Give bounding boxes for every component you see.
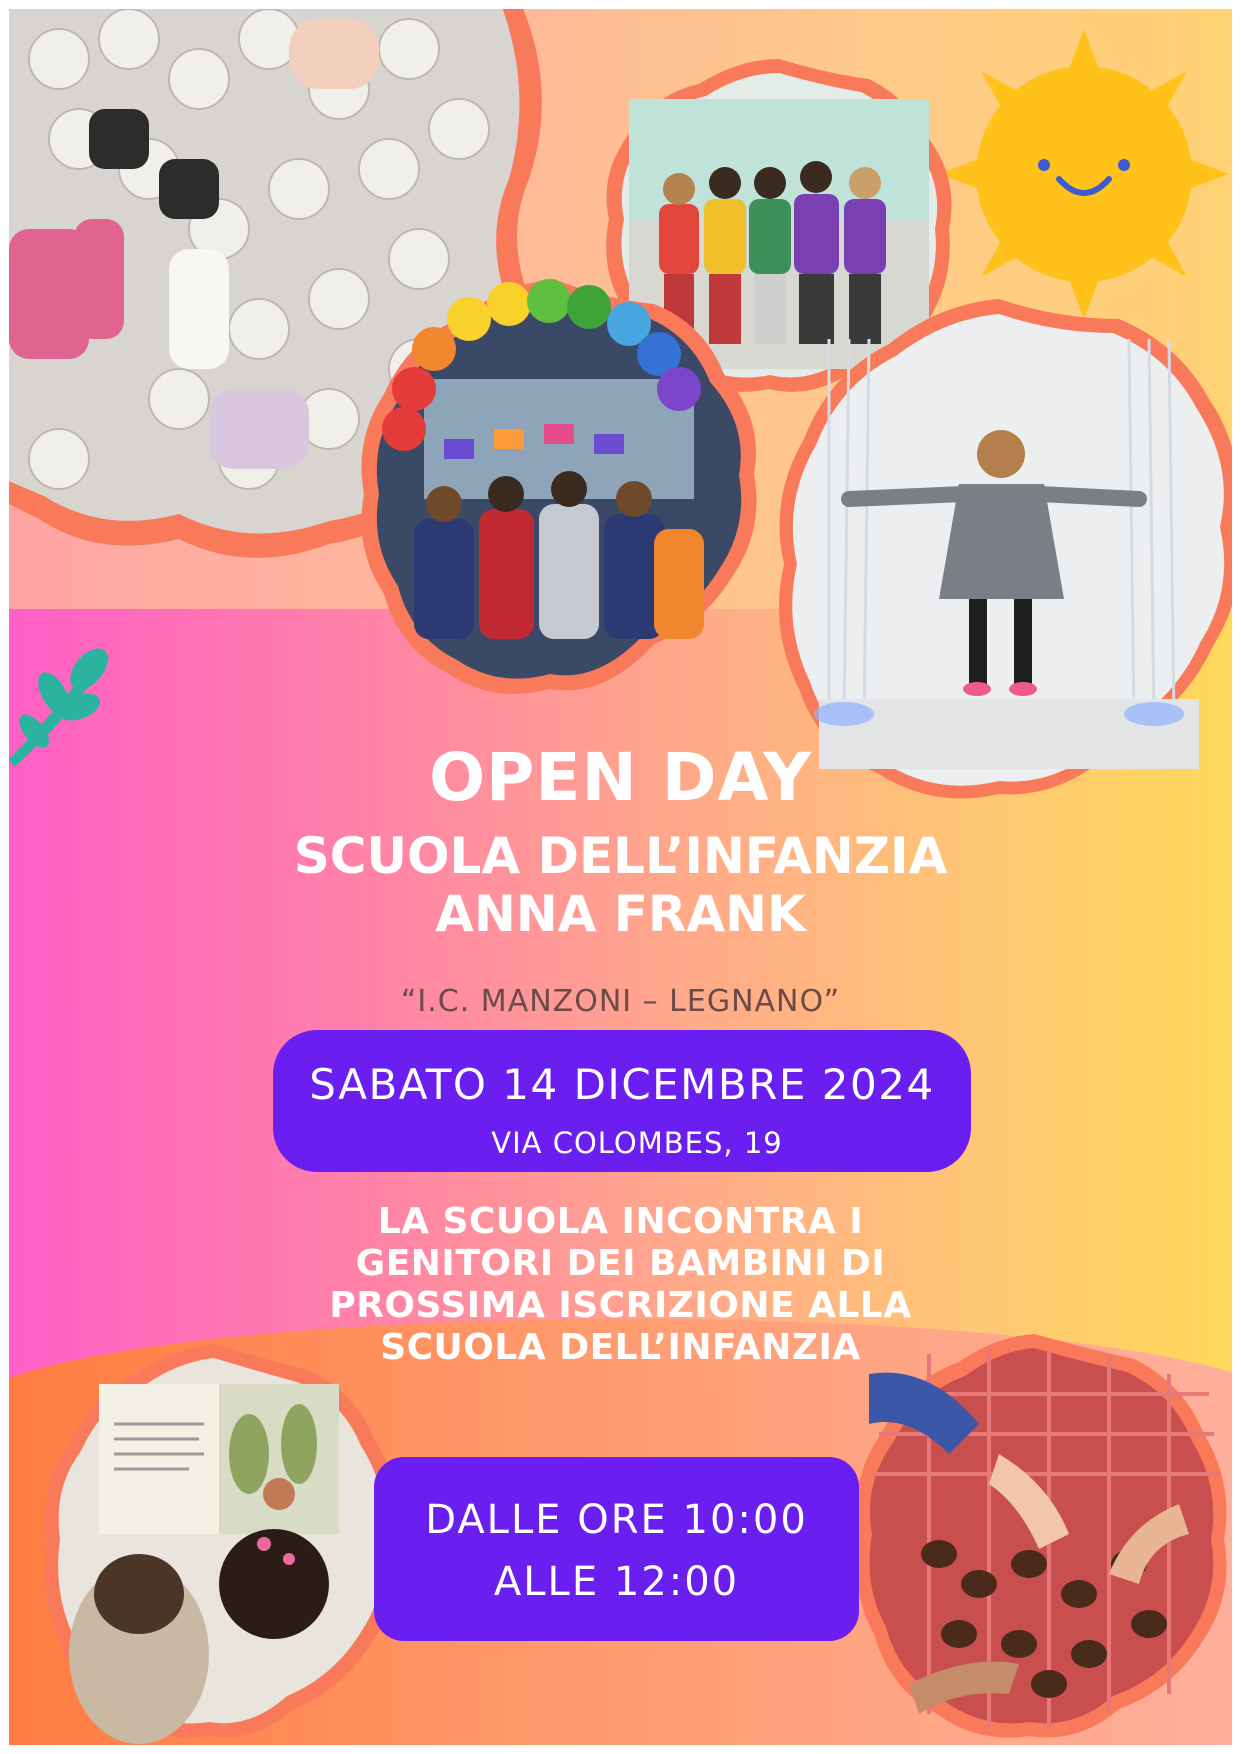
photo-girl-curtain bbox=[769, 299, 1232, 809]
time-badge bbox=[374, 1457, 859, 1641]
institute-name: “I.C. MANZONI – LEGNANO” bbox=[400, 984, 841, 1019]
description-line: SCUOLA DELL’INFANZIA bbox=[380, 1327, 861, 1368]
poster bbox=[9, 9, 1232, 1745]
photo-balloon-arch bbox=[354, 279, 774, 709]
event-date: SABATO 14 DICEMBRE 2024 bbox=[309, 1060, 935, 1109]
school-name-line-1: SCUOLA DELL’INFANZIA bbox=[293, 827, 948, 885]
school-name bbox=[9, 827, 1232, 943]
school-name-line-2: ANNA FRANK bbox=[435, 885, 806, 943]
date-badge bbox=[273, 1030, 971, 1172]
event-address: VIA COLOMBES, 19 bbox=[491, 1126, 783, 1160]
time-end: ALLE 12:00 bbox=[493, 1559, 740, 1605]
description-line: GENITORI DEI BAMBINI DI bbox=[355, 1243, 886, 1284]
event-description bbox=[9, 1201, 1232, 1369]
description-line: LA SCUOLA INCONTRA I bbox=[377, 1201, 864, 1242]
photo-chestnuts-basket bbox=[849, 1334, 1229, 1744]
sun-icon bbox=[939, 29, 1229, 319]
photo-reading-book bbox=[39, 1344, 399, 1744]
time-start: DALLE ORE 10:00 bbox=[425, 1497, 808, 1543]
description-line: PROSSIMA ISCRIZIONE ALLA bbox=[329, 1285, 912, 1326]
page-title: OPEN DAY bbox=[428, 739, 813, 816]
